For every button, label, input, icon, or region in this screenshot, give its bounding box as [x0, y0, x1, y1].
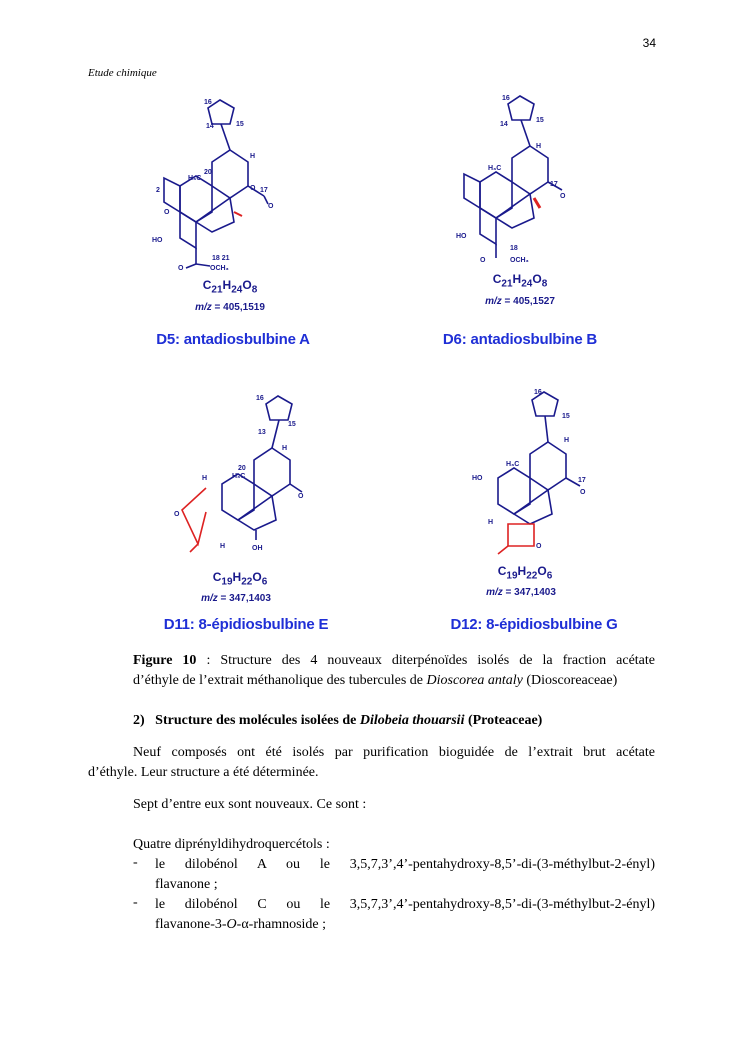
svg-text:H₃C: H₃C — [506, 461, 520, 468]
compound-name-d6: D6: antadiosbulbine B — [442, 331, 598, 348]
svg-text:15: 15 — [288, 421, 296, 428]
structure-d11 — [168, 392, 318, 562]
list-item-1-line2: flavanone ; — [155, 877, 218, 892]
svg-text:O: O — [268, 203, 274, 210]
svg-text:15: 15 — [236, 121, 244, 128]
figure-label: Figure 10 — [133, 653, 197, 668]
svg-text:HO: HO — [152, 237, 163, 244]
list-bullet: - — [133, 895, 138, 910]
svg-text:13: 13 — [258, 429, 266, 436]
svg-text:17: 17 — [550, 181, 558, 188]
paragraph-1-line1: Neuf composés ont été isolés par purification bioguidée de l’extrait brut acétate — [133, 745, 655, 760]
list-bullet: - — [133, 855, 138, 870]
figure-caption-line1: Figure 10 : Structure des 4 nouveaux diterpénoïdes isolés de la fraction acétate — [133, 653, 655, 668]
mz-d11: m/z = 347,1403 — [201, 593, 271, 604]
svg-text:H: H — [536, 143, 542, 150]
compound-name-d11: D11: 8-épidiosbulbine E — [163, 616, 329, 633]
svg-text:H₃C: H₃C — [488, 165, 502, 172]
compound-name-d12: D12: 8-épidiosbulbine G — [450, 616, 618, 633]
svg-text:18 21: 18 21 — [212, 255, 230, 262]
svg-text:H: H — [202, 475, 208, 482]
paragraph-1-line2: d’éthyle. Leur structure a été déterminée. — [88, 765, 319, 780]
svg-text:H: H — [250, 153, 256, 160]
svg-text:HO: HO — [456, 233, 467, 240]
svg-text:H: H — [282, 445, 288, 452]
svg-text:O: O — [178, 265, 184, 272]
svg-text:16: 16 — [256, 395, 264, 402]
svg-text:O: O — [174, 511, 180, 518]
list-intro: Quatre diprényldihydroquercétols : — [133, 837, 330, 852]
formula-d6: $C_{21}H_{24}O_8$ — [492, 272, 548, 290]
svg-text:H₃C: H₃C — [232, 473, 246, 480]
svg-text:14: 14 — [206, 123, 214, 130]
svg-text:16: 16 — [502, 95, 510, 102]
svg-text:H: H — [220, 543, 226, 550]
svg-text:OH: OH — [252, 545, 263, 552]
structure-d5 — [150, 92, 290, 282]
mz-d5: m/z = 405,1519 — [195, 302, 265, 313]
formula-d5: $C_{21}H_{24}O_8$ — [202, 278, 258, 296]
mz-d12: m/z = 347,1403 — [486, 587, 556, 598]
svg-text:H₃C: H₃C — [188, 175, 202, 182]
svg-text:O: O — [164, 209, 170, 216]
svg-text:14: 14 — [500, 121, 508, 128]
svg-text:20: 20 — [238, 465, 246, 472]
svg-text:OCH₃: OCH₃ — [210, 265, 229, 272]
svg-text:16: 16 — [204, 99, 212, 106]
svg-text:O: O — [560, 193, 566, 200]
list-item-1-line1: le dilobénol A ou le 3,5,7,3’,4’-pentahydroxy-8,5’-di-(3-méthylbut-2-ényl) — [155, 857, 655, 872]
mz-d6: m/z = 405,1527 — [485, 296, 555, 307]
structure-d6 — [440, 90, 580, 280]
svg-text:O: O — [298, 493, 304, 500]
compound-name-d5: D5: antadiosbulbine A — [156, 331, 310, 348]
list-item-2-line2: flavanone-3-O-α-rhamnoside ; — [155, 917, 327, 932]
svg-text:O: O — [536, 543, 542, 550]
svg-text:O: O — [580, 489, 586, 496]
svg-text:16: 16 — [534, 389, 542, 396]
figure-caption-line2: d’éthyle de l’extrait méthanolique des tubercules de Dioscorea antaly (Dioscoreaceae) — [133, 673, 618, 688]
structure-d12 — [468, 386, 608, 566]
svg-text:O: O — [250, 185, 256, 192]
svg-text:15: 15 — [536, 117, 544, 124]
svg-text:2: 2 — [156, 187, 160, 194]
svg-text:HO: HO — [472, 475, 483, 482]
svg-text:20: 20 — [204, 169, 212, 176]
svg-text:O: O — [480, 257, 486, 264]
svg-text:18: 18 — [510, 245, 518, 252]
section-heading: 2) Structure des molécules isolées de Dilobeia thouarsii (Proteaceae) — [133, 713, 543, 728]
formula-d12: $C_{19}H_{22}O_6$ — [497, 564, 553, 582]
formula-d11: $C_{19}H_{22}O_6$ — [212, 570, 268, 588]
svg-text:17: 17 — [260, 187, 268, 194]
svg-text:15: 15 — [562, 413, 570, 420]
list-item-2-line1: le dilobénol C ou le 3,5,7,3’,4’-pentahydroxy-8,5’-di-(3-méthylbut-2-ényl) — [155, 897, 655, 912]
svg-text:H: H — [564, 437, 570, 444]
running-header: Etude chimique — [88, 67, 157, 79]
svg-text:OCH₃: OCH₃ — [510, 257, 529, 264]
paragraph-2: Sept d’entre eux sont nouveaux. Ce sont : — [133, 797, 367, 812]
svg-text:17: 17 — [578, 477, 586, 484]
page-number: 34 — [642, 36, 656, 50]
svg-text:H: H — [488, 519, 494, 526]
